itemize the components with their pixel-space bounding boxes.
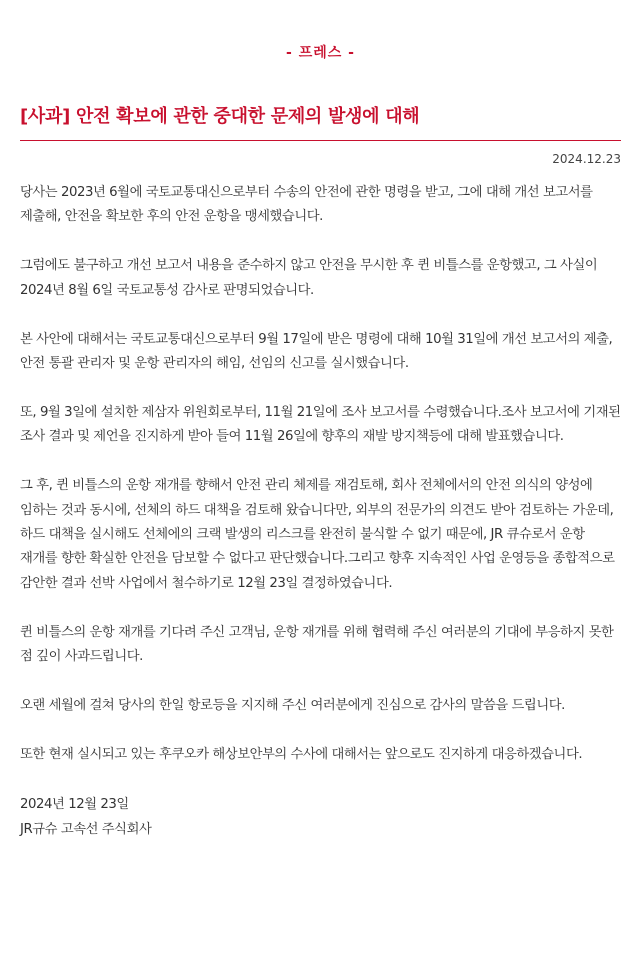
signature-date: 2024년 12월 23일	[20, 796, 129, 812]
article-body	[20, 181, 621, 842]
article-date: 2024.12.23	[552, 152, 621, 166]
paragraph: 그럼에도 불구하고 개선 보고서 내용을 준수하지 않고 안전을 무시한 후 퀸 비틀스를 운항했고, 그 사실이 2024년 8월 6일 국토교통성 감사로 판명되었습니다.	[20, 258, 598, 298]
paragraph: 또, 9월 3일에 설치한 제삼자 위원회로부터, 11월 21일에 조사 보고서를 수령했습니다.조사 보고서에 기재된 조사 결과 및 제언을 진지하게 받아 들여 11월 26일에 향후의 재발 방지책등에 대해 발표했습니다.	[20, 404, 621, 445]
paragraph: 본 사안에 대해서는 국토교통대신으로부터 9월 17일에 받은 명령에 대해 10월 31일에 개선 보고서의 제출, 안전 통괄 관리자 및 운항 관리자의 해임, 선임의 신고를 실시했습니다.	[20, 331, 613, 372]
paragraph: 또한 현재 실시되고 있는 후쿠오카 해상보안부의 수사에 대해서는 앞으로도 진지하게 대응하겠습니다.	[20, 747, 583, 762]
paragraph: 그 후, 퀸 비틀스의 운항 재개를 향해서 안전 관리 체제를 재검토해, 회사 전체에서의 안전 의식의 양성에 임하는 것과 동시에, 선체의 하드 대책을 검토해 왔습니다만, 외부의 전문가의 의견도 받아 검토하는 가운데, 하드 대책을 실시해도 선체에의 크랙 발생의 리스크를 완전히 불식할 수 없기 때문에, JR 큐슈로서 운항 재개를 향한 확실한 안전을 담보할 수 없다고 판단했습니다.그리고 향후 지속적인 사업 운영등을 종합적으로 감안한 결과 선박 사업에서 철수하기로 12월 23일 결정하였습니다.	[20, 478, 615, 591]
section-label: - 프레스 -	[286, 45, 355, 61]
paragraph: 오랜 세월에 걸쳐 당사의 한일 항로등을 지지해 주신 여러분에게 진심으로 감사의 말씀을 드립니다.	[20, 698, 565, 714]
paragraph: 당사는 2023년 6월에 국토교통대신으로부터 수송의 안전에 관한 명령을 받고, 그에 대해 개선 보고서를 제출해, 안전을 확보한 후의 안전 운항을 맹세했습니다.	[20, 185, 593, 225]
paragraph: 퀸 비틀스의 운항 재개를 기다려 주신 고객님, 운항 재개를 위해 협력해 주신 여러분의 기대에 부응하지 못한 점 깊이 사과드립니다.	[20, 624, 614, 665]
signature-company: JR규슈 고속선 주식회사	[20, 821, 152, 837]
article-title: [사과] 안전 확보에 관한 중대한 문제의 발생에 대해	[20, 104, 621, 141]
